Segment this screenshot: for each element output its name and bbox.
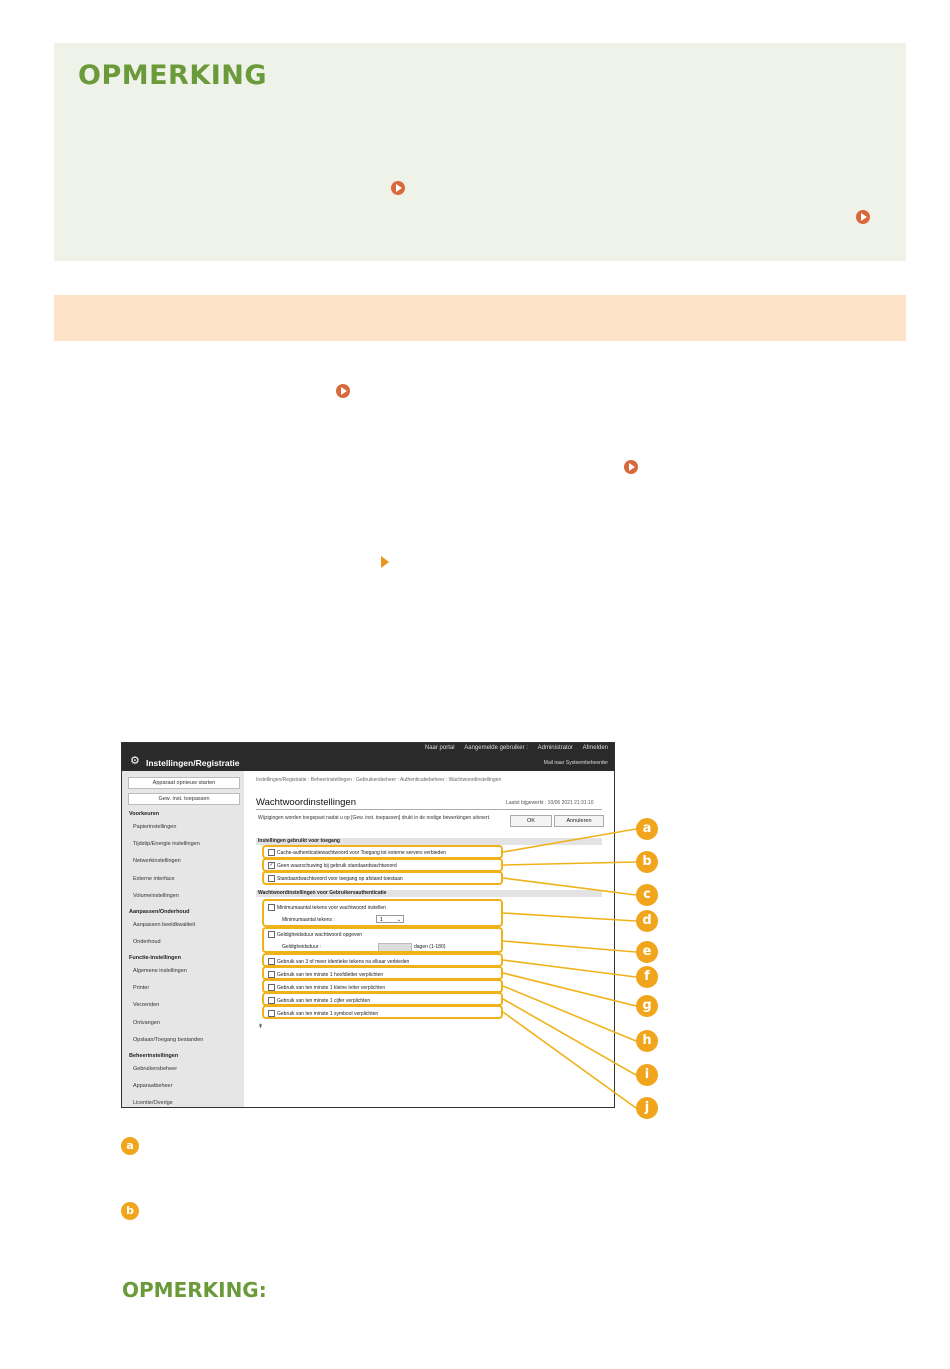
callout-j: j — [636, 1097, 658, 1119]
option-label: Geen waarschuwing bij gebruik standaardwachtwoord — [277, 862, 397, 869]
logout-link[interactable]: Afmelden — [582, 745, 608, 751]
item-badge-a: a — [121, 1137, 139, 1155]
leader-line-j — [503, 1012, 636, 1108]
option-label: Gebruik van ten minste 1 hoofdletter verplichten — [277, 971, 384, 978]
chevron-down-icon: ⌄ — [396, 917, 401, 923]
sidebar-item[interactable]: Onderhoud — [133, 939, 161, 945]
callout-f: f — [636, 966, 658, 988]
mail-admin-link[interactable]: Mail naar Systeembeheerder — [543, 760, 608, 766]
note-title: OPMERKING — [78, 60, 268, 91]
sidebar-item[interactable]: Netwerkinstellingen — [133, 858, 181, 864]
instruction-text: Wijzigingen worden toegepast nadat u op [Gew. inst. toepassen] drukt in de nodige bewerkingen uitvoert. — [258, 815, 491, 821]
min-chars-label: Minimumaantal tekens : — [282, 917, 335, 923]
sidebar-item[interactable]: Apparaatbeheer — [133, 1083, 173, 1089]
leader-line-g — [503, 973, 636, 1006]
leader-line-e — [503, 941, 636, 952]
last-updated: Laatst bijgewerkt : 10/06 2021 21:31:10 — [506, 800, 594, 806]
ok-button[interactable]: OK — [510, 815, 552, 827]
option-label: Standaardwachtwoord voor toegang op afstand toestaan — [277, 875, 403, 882]
leader-line-d — [503, 913, 636, 921]
leader-line-h — [503, 986, 636, 1041]
section-heading: Instellingen gebruikt voor toegang — [256, 838, 602, 845]
option-label: Geldigheidsduur wachtwoord opgeven — [277, 931, 363, 938]
callout-i: i — [636, 1064, 658, 1086]
sidebar-item[interactable]: Printer — [133, 985, 150, 991]
option-label: Gebruik van ten minste 1 cijfer verplichten — [277, 997, 371, 1004]
page-top-icon[interactable]: ⇞ — [258, 1024, 264, 1030]
callout-d: d — [636, 910, 658, 932]
sidebar-item[interactable]: Licentie/Overige — [133, 1100, 173, 1106]
validity-label: Geldigheidsduur : — [282, 944, 322, 950]
sidebar-item[interactable]: Externe interface — [133, 876, 175, 882]
sidebar-item[interactable]: Algemene instellingen — [133, 968, 187, 974]
note-heading: OPMERKING: — [122, 1278, 267, 1302]
page-title: Wachtwoordinstellingen — [256, 797, 356, 808]
sidebar-heading: Beheerinstellingen — [129, 1053, 179, 1059]
option-label: Cache-authenticatiewachtwoord voor Toegang tot externe servers verbieden — [277, 849, 446, 856]
callout-b: b — [636, 851, 658, 873]
option-label: Minimumaantal tekens voor wachtwoord instellen — [277, 904, 386, 911]
sidebar-item[interactable]: Gebruikersbeheer — [133, 1066, 178, 1072]
sidebar-heading: Functie-instellingen — [129, 955, 181, 961]
sidebar-item[interactable]: Ontvangen — [133, 1020, 160, 1026]
portal-link[interactable]: Naar portal — [424, 745, 455, 751]
sidebar-item[interactable]: Verzenden — [133, 1002, 160, 1008]
option-label: Gebruik van ten minste 1 symbool verplichten — [277, 1010, 379, 1017]
logged-user-label: Aangemelde gebruiker : — [464, 745, 528, 751]
leader-line-a — [503, 829, 636, 852]
app-title: Instellingen/Registratie — [146, 758, 240, 768]
callout-c: c — [636, 884, 658, 906]
validity-unit: dagen (1-180) — [414, 944, 446, 950]
gear-icon: ⚙ — [130, 755, 140, 767]
sidebar-heading: Aanpassen/Onderhoud — [129, 909, 190, 915]
user-name: Administrator — [537, 745, 573, 751]
sidebar-item[interactable]: Papierinstellingen — [133, 824, 177, 830]
sidebar-item[interactable]: Opslaan/Toegang bestanden — [133, 1037, 204, 1043]
option-label: Gebruik van ten minste 1 kleine letter verplichten — [277, 984, 386, 991]
restart-device-button[interactable]: Apparaat opnieuw starten — [128, 777, 240, 789]
section-heading: Wachtwoordinstellingen voor Gebruikersauthenticatie — [256, 890, 602, 897]
sidebar-item[interactable]: Aanpassen beeldkwaliteit — [133, 922, 196, 928]
cancel-button[interactable]: Annuleren — [554, 815, 604, 827]
sidebar-item[interactable]: Tijdstip/Energie instellingen — [133, 841, 200, 847]
breadcrumb: Instellingen/Registratie : Beheerinstellingen : Gebruikersbeheer : Authenticatiebeheer : Wachtwoordinstellingen — [256, 777, 502, 783]
leader-line-f — [503, 960, 636, 977]
leader-line-c — [503, 878, 636, 895]
checkbox-checked[interactable]: ✓ — [269, 862, 274, 868]
callout-h: h — [636, 1030, 658, 1052]
sidebar-item[interactable]: Volumeinstellingen — [133, 893, 179, 899]
leader-line-b — [503, 862, 636, 865]
callout-g: g — [636, 995, 658, 1017]
callout-e: e — [636, 941, 658, 963]
select-value: 1 — [380, 917, 383, 923]
sidebar-heading: Voorkeuren — [129, 811, 160, 817]
apply-settings-button[interactable]: Gew. inst. toepassen — [128, 793, 240, 805]
item-badge-b: b — [121, 1202, 139, 1220]
callout-a: a — [636, 818, 658, 840]
leader-line-i — [503, 999, 636, 1075]
option-label: Gebruik van 3 of meer identieke tekens na elkaar verbieden — [277, 958, 410, 965]
